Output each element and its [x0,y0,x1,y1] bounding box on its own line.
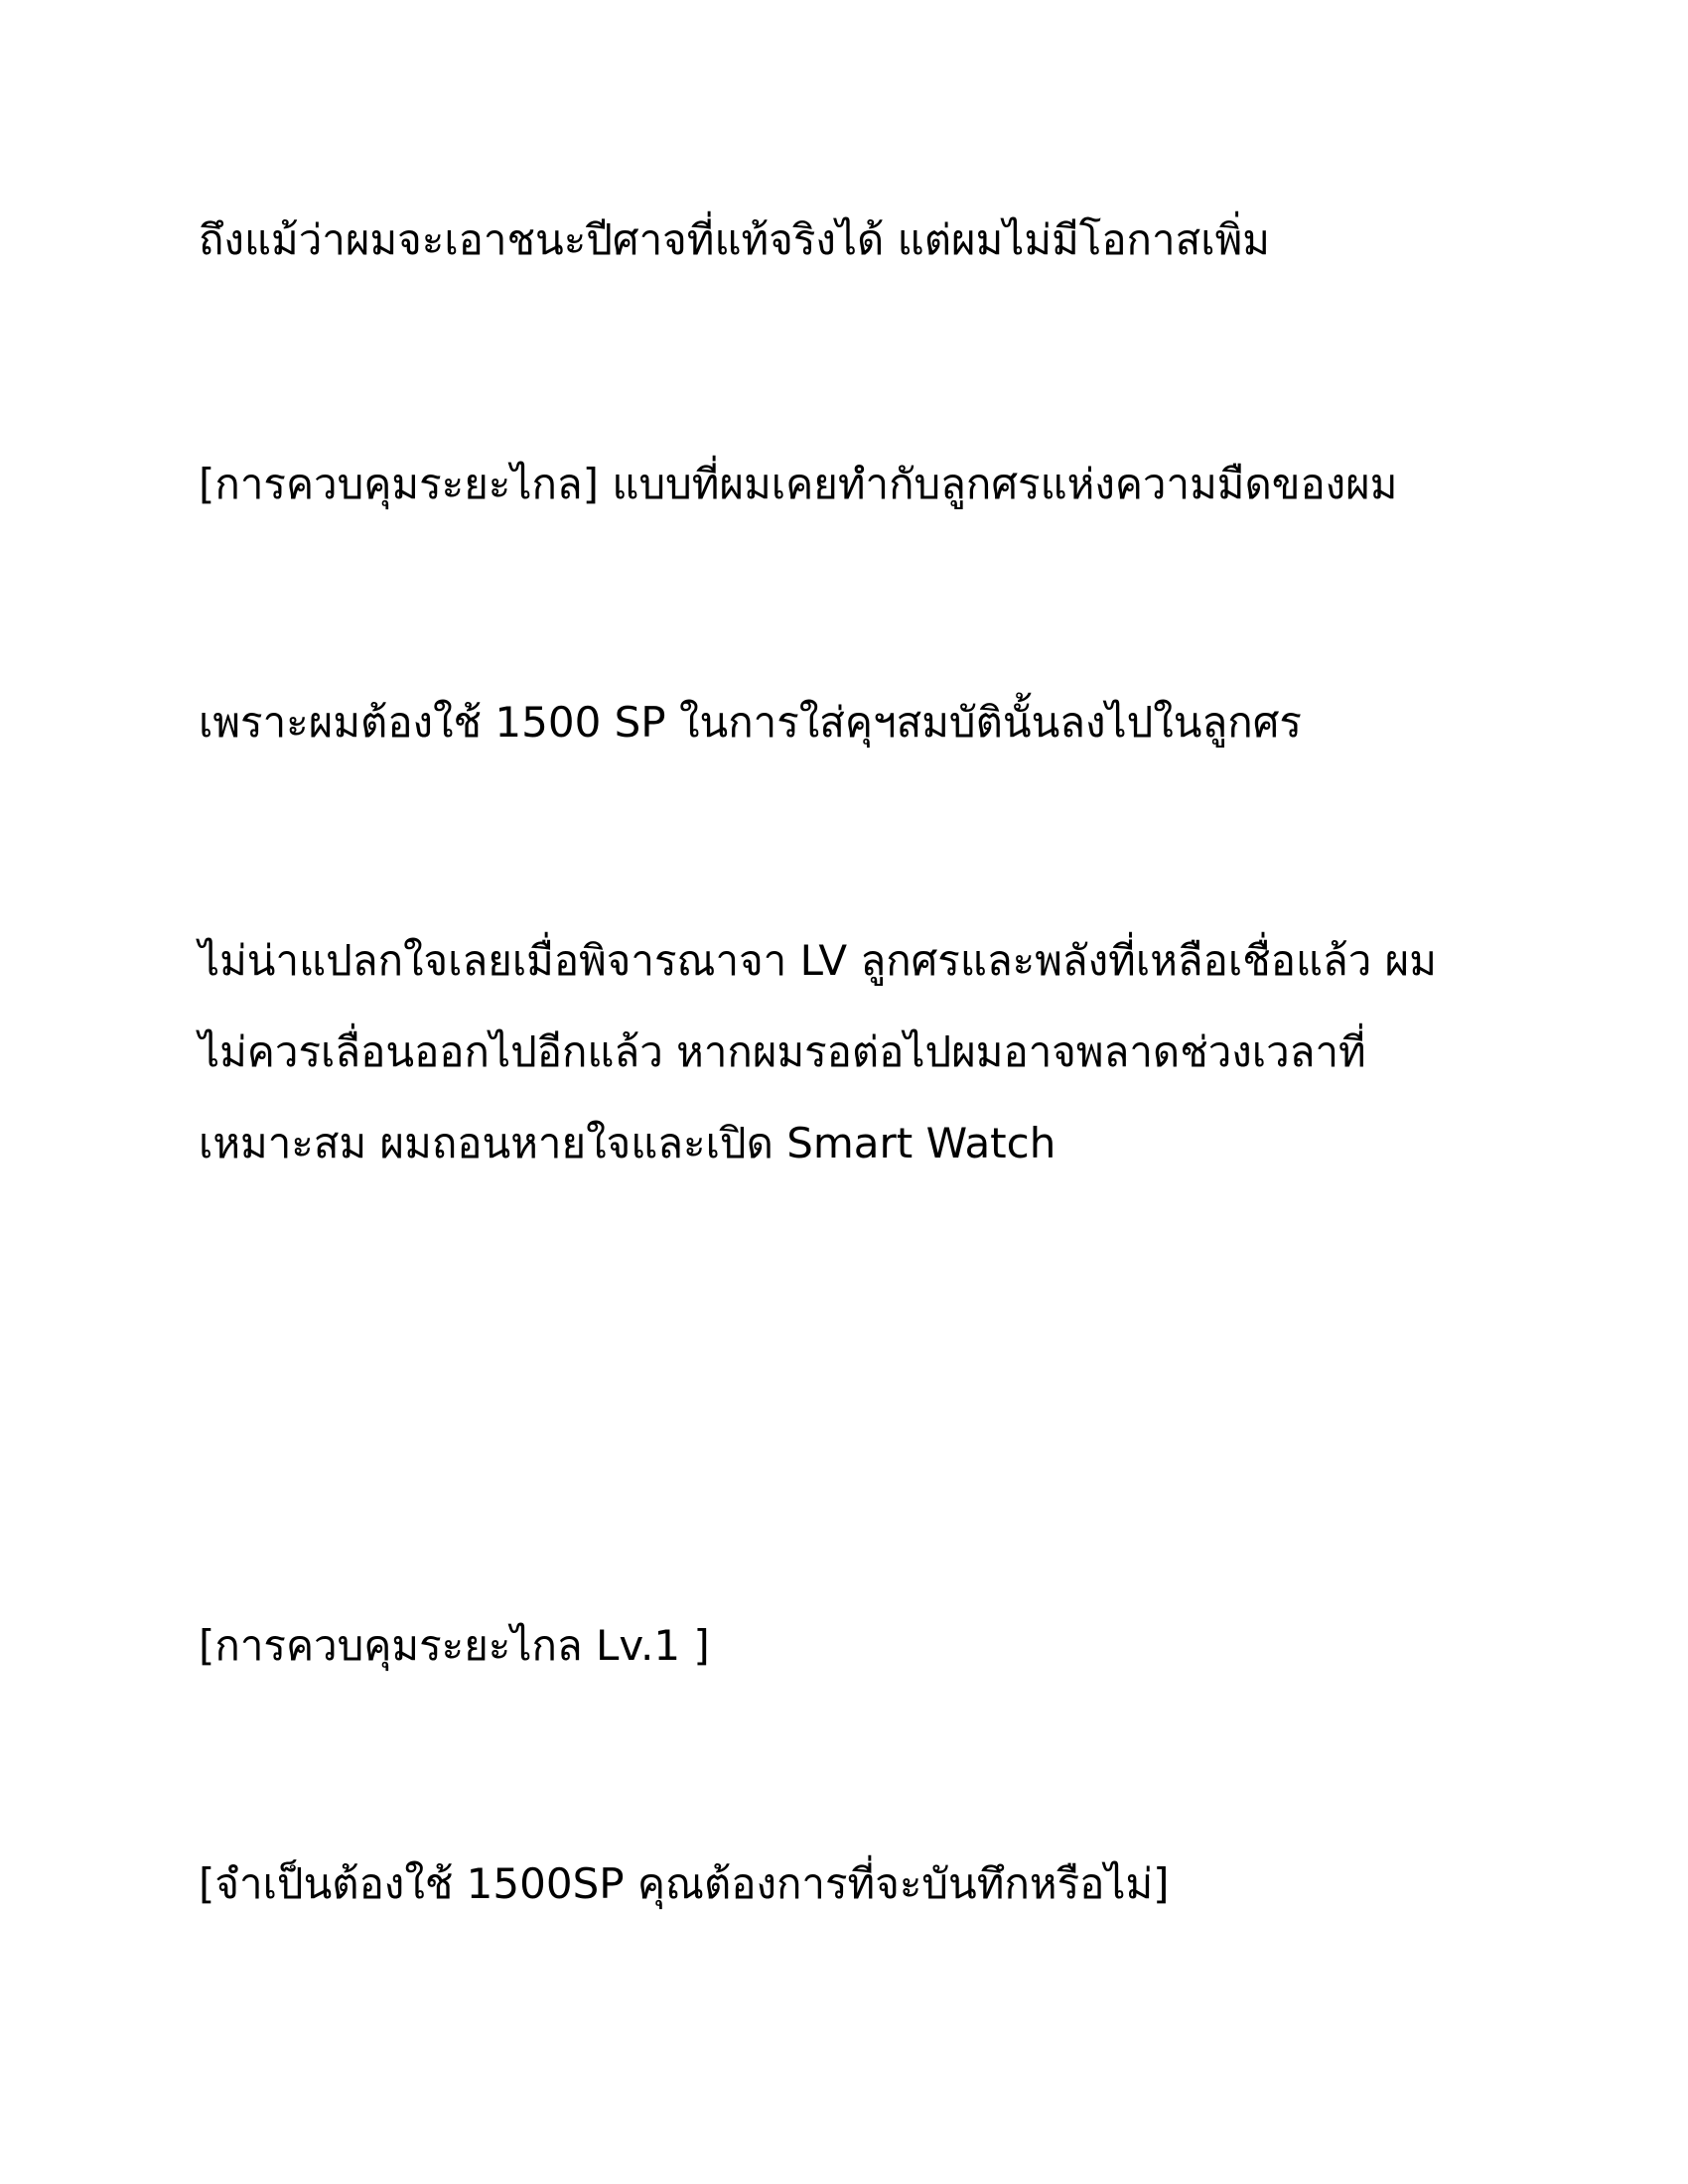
paragraph-line: ไม่ควรเลื่อนออกไปอีกแล้ว หากผมรอต่อไปผมอาจพลาดช่วงเวลาที่ [199,1027,1366,1076]
paragraph-line: [จำเป็นต้องใช้ 1500SP คุณต้องการที่จะบันทึกหรือไม่] [199,1859,1170,1908]
paragraph-line: [การควบคุมระยะไกล Lv.1 ] [199,1621,710,1670]
paragraph-6 [199,1839,1489,1930]
paragraph-2 [199,439,1489,530]
paragraph-line: เพราะผมต้องใช้ 1500 SP ในการใส่คุฯสมบัตินั้นลงไปในลูกศร [199,698,1302,747]
paragraph-line: เหมาะสม ผมถอนหายใจและเปิด Smart Watch [199,1119,1056,1167]
paragraph-4 [199,915,1489,1189]
paragraph-5 [199,1600,1489,1692]
paragraph-line: ถึงแม้ว่าผมจะเอาชนะปีศาจที่แท้จริงได้ แต่ผมไม่มีโอกาสเพิ่ม [199,215,1270,264]
paragraph-3 [199,677,1489,768]
paragraph-line: ไม่น่าแปลกใจเลยเมื่อพิจารณาจา LV ลูกศรและพลังที่เหลือเชื่อแล้ว ผม [199,936,1437,985]
paragraph-1 [199,195,1489,286]
paragraph-line: [การควบคุมระยะไกล] แบบที่ผมเคยทำกับลูกศรแห่งความมืดของผม [199,460,1398,508]
